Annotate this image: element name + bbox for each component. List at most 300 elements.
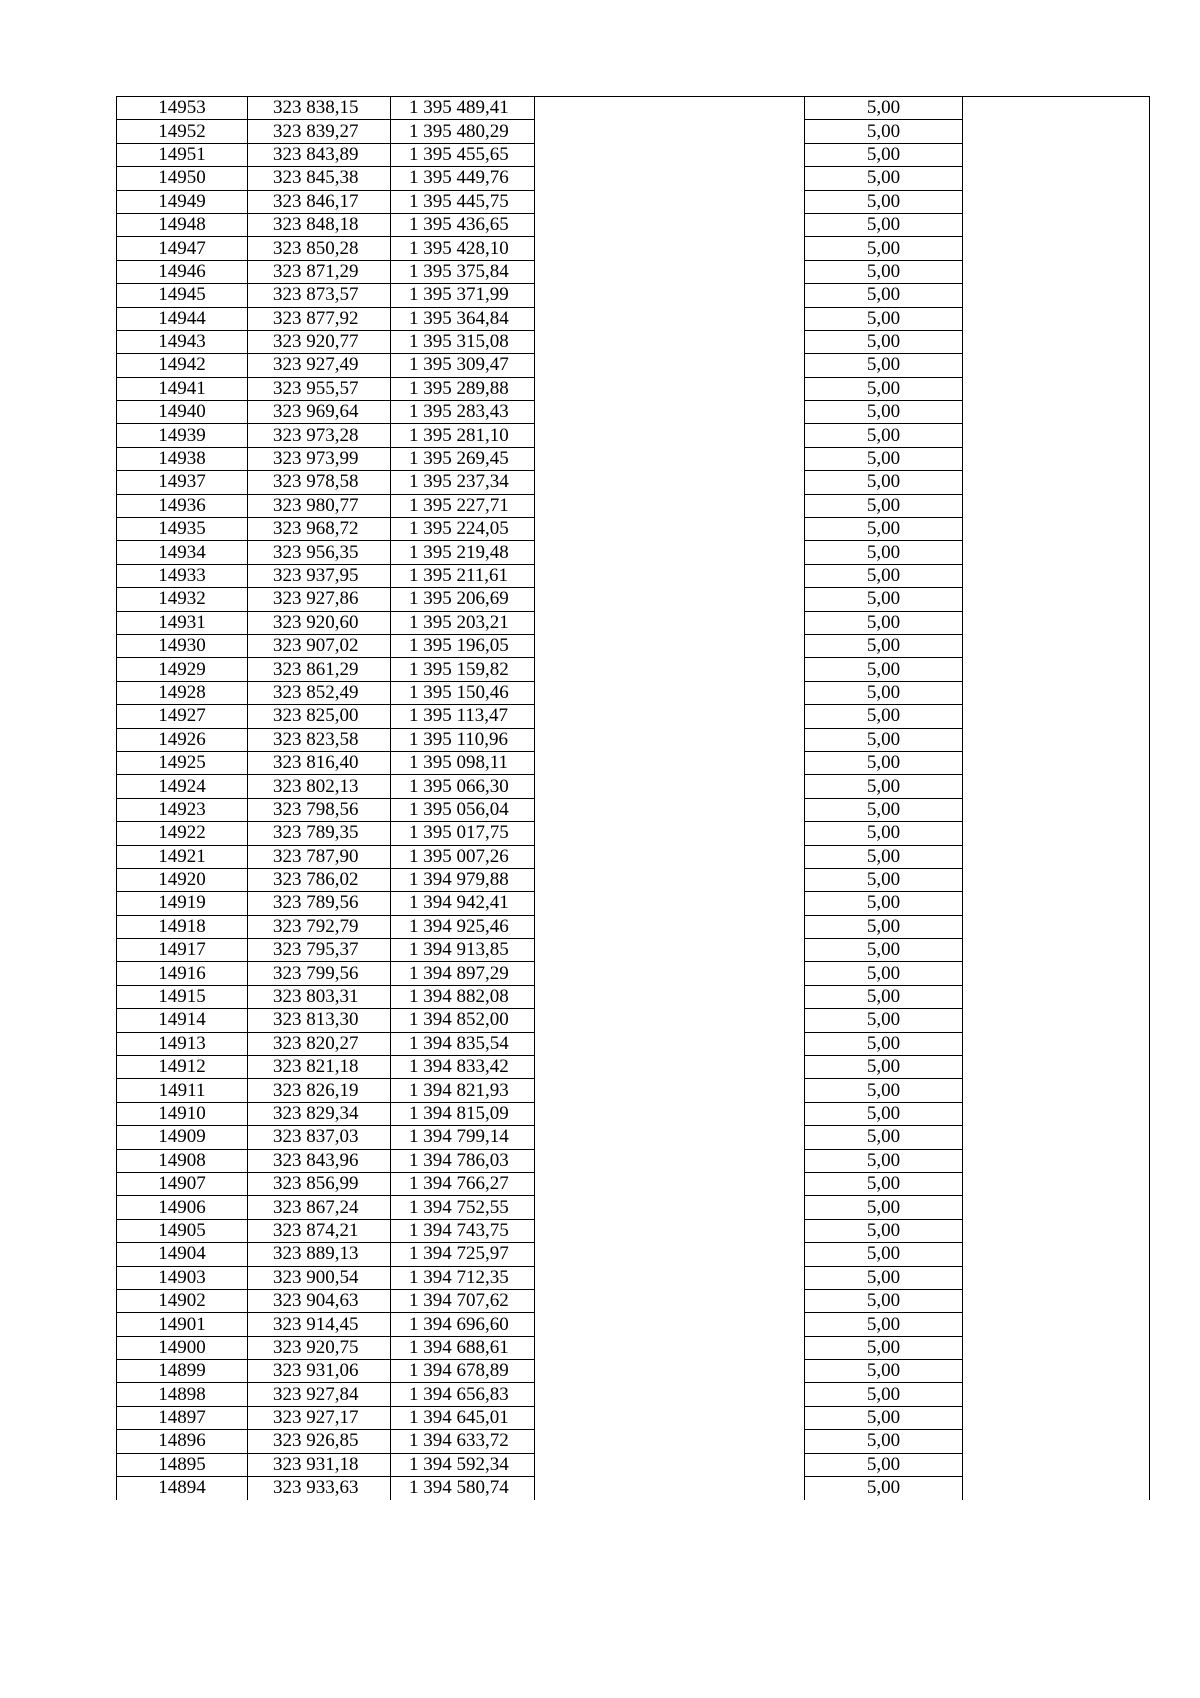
blank-cell [535,1383,805,1406]
blank-cell [963,845,1150,868]
point-number-cell: 14905 [117,1219,248,1242]
blank-cell [963,1383,1150,1406]
y-coordinate-cell: 1 395 066,30 [391,775,535,798]
blank-cell [963,822,1150,845]
y-coordinate-cell: 1 394 882,08 [391,985,535,1008]
table-row [117,962,1150,985]
blank-cell [535,1243,805,1266]
table-row [117,1243,1150,1266]
point-number-cell: 14940 [117,401,248,424]
table-row [117,541,1150,564]
y-coordinate-cell: 1 394 786,03 [391,1149,535,1172]
table-row [117,1149,1150,1172]
blank-cell [963,494,1150,517]
value-cell: 5,00 [805,915,963,938]
blank-cell [535,1102,805,1125]
x-coordinate-cell: 323 920,77 [248,330,391,353]
x-coordinate-cell: 323 937,95 [248,564,391,587]
value-cell: 5,00 [805,447,963,470]
table-row [117,1079,1150,1102]
point-number-cell: 14898 [117,1383,248,1406]
blank-cell [963,307,1150,330]
value-cell: 5,00 [805,775,963,798]
table-row [117,143,1150,166]
point-number-cell: 14899 [117,1360,248,1383]
table-row [117,167,1150,190]
blank-cell [963,634,1150,657]
value-cell: 5,00 [805,143,963,166]
blank-cell [535,401,805,424]
blank-cell [963,330,1150,353]
value-cell: 5,00 [805,401,963,424]
value-cell: 5,00 [805,120,963,143]
table-row [117,1336,1150,1359]
table-row [117,190,1150,213]
blank-cell [963,1243,1150,1266]
blank-cell [535,634,805,657]
x-coordinate-cell: 323 852,49 [248,681,391,704]
point-number-cell: 14918 [117,915,248,938]
table-row [117,892,1150,915]
blank-cell [963,518,1150,541]
x-coordinate-cell: 323 955,57 [248,377,391,400]
y-coordinate-cell: 1 394 743,75 [391,1219,535,1242]
x-coordinate-cell: 323 889,13 [248,1243,391,1266]
point-number-cell: 14897 [117,1406,248,1429]
x-coordinate-cell: 323 931,18 [248,1453,391,1476]
blank-cell [535,424,805,447]
blank-cell [963,1056,1150,1079]
x-coordinate-cell: 323 802,13 [248,775,391,798]
y-coordinate-cell: 1 395 445,75 [391,190,535,213]
y-coordinate-cell: 1 394 925,46 [391,915,535,938]
x-coordinate-cell: 323 838,15 [248,97,391,120]
x-coordinate-cell: 323 968,72 [248,518,391,541]
blank-cell [535,939,805,962]
value-cell: 5,00 [805,705,963,728]
table-row [117,1056,1150,1079]
point-number-cell: 14952 [117,120,248,143]
x-coordinate-cell: 323 874,21 [248,1219,391,1242]
value-cell: 5,00 [805,1406,963,1429]
point-number-cell: 14925 [117,751,248,774]
value-cell: 5,00 [805,939,963,962]
blank-cell [535,728,805,751]
y-coordinate-cell: 1 394 645,01 [391,1406,535,1429]
point-number-cell: 14951 [117,143,248,166]
table-row [117,1383,1150,1406]
y-coordinate-cell: 1 394 580,74 [391,1477,535,1500]
blank-cell [535,1430,805,1453]
point-number-cell: 14907 [117,1172,248,1195]
y-coordinate-cell: 1 395 269,45 [391,447,535,470]
blank-cell [963,541,1150,564]
table-row [117,1360,1150,1383]
y-coordinate-cell: 1 395 283,43 [391,401,535,424]
blank-cell [535,1336,805,1359]
x-coordinate-cell: 323 861,29 [248,658,391,681]
value-cell: 5,00 [805,1336,963,1359]
value-cell: 5,00 [805,167,963,190]
x-coordinate-cell: 323 973,28 [248,424,391,447]
x-coordinate-cell: 323 843,96 [248,1149,391,1172]
point-number-cell: 14937 [117,471,248,494]
value-cell: 5,00 [805,237,963,260]
blank-cell [963,471,1150,494]
value-cell: 5,00 [805,213,963,236]
blank-cell [963,1477,1150,1500]
point-number-cell: 14934 [117,541,248,564]
coordinates-table-body [117,97,1150,1500]
table-row [117,97,1150,120]
blank-cell [535,775,805,798]
value-cell: 5,00 [805,330,963,353]
value-cell: 5,00 [805,424,963,447]
table-row [117,1289,1150,1312]
x-coordinate-cell: 323 826,19 [248,1079,391,1102]
blank-cell [535,1289,805,1312]
point-number-cell: 14950 [117,167,248,190]
blank-cell [535,658,805,681]
y-coordinate-cell: 1 394 766,27 [391,1172,535,1195]
table-row [117,728,1150,751]
y-coordinate-cell: 1 395 375,84 [391,260,535,283]
x-coordinate-cell: 323 845,38 [248,167,391,190]
table-row [117,354,1150,377]
x-coordinate-cell: 323 867,24 [248,1196,391,1219]
y-coordinate-cell: 1 395 371,99 [391,284,535,307]
value-cell: 5,00 [805,962,963,985]
blank-cell [535,1477,805,1500]
x-coordinate-cell: 323 969,64 [248,401,391,424]
point-number-cell: 14919 [117,892,248,915]
x-coordinate-cell: 323 980,77 [248,494,391,517]
value-cell: 5,00 [805,494,963,517]
blank-cell [535,354,805,377]
x-coordinate-cell: 323 846,17 [248,190,391,213]
blank-cell [535,1032,805,1055]
y-coordinate-cell: 1 394 678,89 [391,1360,535,1383]
table-row [117,915,1150,938]
y-coordinate-cell: 1 394 913,85 [391,939,535,962]
point-number-cell: 14939 [117,424,248,447]
blank-cell [963,424,1150,447]
table-row [117,868,1150,891]
x-coordinate-cell: 323 789,56 [248,892,391,915]
blank-cell [535,143,805,166]
blank-cell [963,588,1150,611]
y-coordinate-cell: 1 394 815,09 [391,1102,535,1125]
y-coordinate-cell: 1 394 799,14 [391,1126,535,1149]
blank-cell [535,1219,805,1242]
point-number-cell: 14942 [117,354,248,377]
x-coordinate-cell: 323 907,02 [248,634,391,657]
x-coordinate-cell: 323 848,18 [248,213,391,236]
blank-cell [535,1313,805,1336]
blank-cell [535,962,805,985]
blank-cell [535,1360,805,1383]
value-cell: 5,00 [805,1056,963,1079]
blank-cell [535,868,805,891]
point-number-cell: 14895 [117,1453,248,1476]
value-cell: 5,00 [805,1383,963,1406]
blank-cell [535,985,805,1008]
blank-cell [963,1172,1150,1195]
x-coordinate-cell: 323 926,85 [248,1430,391,1453]
x-coordinate-cell: 323 843,89 [248,143,391,166]
point-number-cell: 14900 [117,1336,248,1359]
blank-cell [535,822,805,845]
y-coordinate-cell: 1 394 979,88 [391,868,535,891]
blank-cell [535,705,805,728]
point-number-cell: 14922 [117,822,248,845]
blank-cell [963,939,1150,962]
blank-cell [535,1406,805,1429]
y-coordinate-cell: 1 395 436,65 [391,213,535,236]
x-coordinate-cell: 323 927,49 [248,354,391,377]
value-cell: 5,00 [805,471,963,494]
x-coordinate-cell: 323 856,99 [248,1172,391,1195]
table-row [117,1102,1150,1125]
value-cell: 5,00 [805,1032,963,1055]
value-cell: 5,00 [805,1266,963,1289]
x-coordinate-cell: 323 920,60 [248,611,391,634]
y-coordinate-cell: 1 395 227,71 [391,494,535,517]
y-coordinate-cell: 1 394 821,93 [391,1079,535,1102]
y-coordinate-cell: 1 395 315,08 [391,330,535,353]
y-coordinate-cell: 1 395 150,46 [391,681,535,704]
x-coordinate-cell: 323 798,56 [248,798,391,821]
value-cell: 5,00 [805,1102,963,1125]
value-cell: 5,00 [805,1172,963,1195]
blank-cell [535,447,805,470]
blank-cell [535,494,805,517]
point-number-cell: 14911 [117,1079,248,1102]
blank-cell [535,213,805,236]
table-row [117,424,1150,447]
value-cell: 5,00 [805,541,963,564]
blank-cell [963,1102,1150,1125]
value-cell: 5,00 [805,868,963,891]
blank-cell [535,237,805,260]
point-number-cell: 14948 [117,213,248,236]
blank-cell [535,120,805,143]
blank-cell [535,541,805,564]
y-coordinate-cell: 1 394 633,72 [391,1430,535,1453]
y-coordinate-cell: 1 394 592,34 [391,1453,535,1476]
x-coordinate-cell: 323 823,58 [248,728,391,751]
blank-cell [963,213,1150,236]
blank-cell [535,471,805,494]
x-coordinate-cell: 323 816,40 [248,751,391,774]
y-coordinate-cell: 1 395 480,29 [391,120,535,143]
blank-cell [535,1266,805,1289]
value-cell: 5,00 [805,1477,963,1500]
blank-cell [963,401,1150,424]
blank-cell [535,1126,805,1149]
blank-cell [535,1172,805,1195]
blank-cell [963,1336,1150,1359]
y-coordinate-cell: 1 395 428,10 [391,237,535,260]
y-coordinate-cell: 1 395 007,26 [391,845,535,868]
y-coordinate-cell: 1 395 211,61 [391,564,535,587]
x-coordinate-cell: 323 787,90 [248,845,391,868]
x-coordinate-cell: 323 803,31 [248,985,391,1008]
x-coordinate-cell: 323 795,37 [248,939,391,962]
value-cell: 5,00 [805,1289,963,1312]
point-number-cell: 14909 [117,1126,248,1149]
table-row [117,775,1150,798]
point-number-cell: 14917 [117,939,248,962]
point-number-cell: 14904 [117,1243,248,1266]
x-coordinate-cell: 323 820,27 [248,1032,391,1055]
x-coordinate-cell: 323 927,84 [248,1383,391,1406]
x-coordinate-cell: 323 931,06 [248,1360,391,1383]
x-coordinate-cell: 323 904,63 [248,1289,391,1312]
y-coordinate-cell: 1 395 449,76 [391,167,535,190]
blank-cell [535,190,805,213]
blank-cell [535,330,805,353]
point-number-cell: 14949 [117,190,248,213]
blank-cell [963,1313,1150,1336]
y-coordinate-cell: 1 395 056,04 [391,798,535,821]
blank-cell [963,1266,1150,1289]
blank-cell [963,798,1150,821]
blank-cell [535,284,805,307]
y-coordinate-cell: 1 394 897,29 [391,962,535,985]
point-number-cell: 14924 [117,775,248,798]
point-number-cell: 14930 [117,634,248,657]
blank-cell [963,868,1150,891]
x-coordinate-cell: 323 839,27 [248,120,391,143]
y-coordinate-cell: 1 395 281,10 [391,424,535,447]
point-number-cell: 14915 [117,985,248,1008]
value-cell: 5,00 [805,190,963,213]
blank-cell [963,705,1150,728]
table-row [117,1009,1150,1032]
coordinates-table [116,96,1150,1500]
blank-cell [963,1430,1150,1453]
point-number-cell: 14903 [117,1266,248,1289]
point-number-cell: 14945 [117,284,248,307]
blank-cell [963,97,1150,120]
blank-cell [963,260,1150,283]
blank-cell [963,1289,1150,1312]
point-number-cell: 14953 [117,97,248,120]
blank-cell [963,1219,1150,1242]
value-cell: 5,00 [805,892,963,915]
point-number-cell: 14932 [117,588,248,611]
y-coordinate-cell: 1 395 110,96 [391,728,535,751]
table-row [117,611,1150,634]
blank-cell [963,564,1150,587]
value-cell: 5,00 [805,822,963,845]
x-coordinate-cell: 323 933,63 [248,1477,391,1500]
value-cell: 5,00 [805,985,963,1008]
y-coordinate-cell: 1 395 206,69 [391,588,535,611]
table-row [117,237,1150,260]
blank-cell [963,120,1150,143]
blank-cell [963,284,1150,307]
blank-cell [963,985,1150,1008]
y-coordinate-cell: 1 395 455,65 [391,143,535,166]
point-number-cell: 14931 [117,611,248,634]
blank-cell [535,588,805,611]
blank-cell [535,1056,805,1079]
y-coordinate-cell: 1 395 113,47 [391,705,535,728]
blank-cell [535,1453,805,1476]
y-coordinate-cell: 1 395 219,48 [391,541,535,564]
point-number-cell: 14943 [117,330,248,353]
blank-cell [963,167,1150,190]
x-coordinate-cell: 323 813,30 [248,1009,391,1032]
value-cell: 5,00 [805,1126,963,1149]
value-cell: 5,00 [805,564,963,587]
y-coordinate-cell: 1 394 707,62 [391,1289,535,1312]
value-cell: 5,00 [805,284,963,307]
value-cell: 5,00 [805,1196,963,1219]
value-cell: 5,00 [805,354,963,377]
value-cell: 5,00 [805,1219,963,1242]
y-coordinate-cell: 1 395 017,75 [391,822,535,845]
table-row [117,564,1150,587]
x-coordinate-cell: 323 789,35 [248,822,391,845]
value-cell: 5,00 [805,1453,963,1476]
value-cell: 5,00 [805,1079,963,1102]
blank-cell [963,377,1150,400]
y-coordinate-cell: 1 394 835,54 [391,1032,535,1055]
blank-cell [963,915,1150,938]
point-number-cell: 14920 [117,868,248,891]
blank-cell [535,611,805,634]
blank-cell [535,1009,805,1032]
blank-cell [963,611,1150,634]
y-coordinate-cell: 1 394 752,55 [391,1196,535,1219]
y-coordinate-cell: 1 394 656,83 [391,1383,535,1406]
x-coordinate-cell: 323 792,79 [248,915,391,938]
point-number-cell: 14947 [117,237,248,260]
point-number-cell: 14908 [117,1149,248,1172]
blank-cell [963,354,1150,377]
table-row [117,1406,1150,1429]
blank-cell [535,751,805,774]
point-number-cell: 14912 [117,1056,248,1079]
value-cell: 5,00 [805,751,963,774]
x-coordinate-cell: 323 914,45 [248,1313,391,1336]
x-coordinate-cell: 323 877,92 [248,307,391,330]
value-cell: 5,00 [805,588,963,611]
blank-cell [963,1079,1150,1102]
y-coordinate-cell: 1 395 159,82 [391,658,535,681]
table-row [117,985,1150,1008]
blank-cell [963,1126,1150,1149]
table-row [117,284,1150,307]
value-cell: 5,00 [805,634,963,657]
point-number-cell: 14902 [117,1289,248,1312]
point-number-cell: 14913 [117,1032,248,1055]
point-number-cell: 14906 [117,1196,248,1219]
value-cell: 5,00 [805,681,963,704]
blank-cell [963,143,1150,166]
x-coordinate-cell: 323 873,57 [248,284,391,307]
table-row [117,681,1150,704]
table-row [117,120,1150,143]
table-row [117,1453,1150,1476]
x-coordinate-cell: 323 799,56 [248,962,391,985]
y-coordinate-cell: 1 395 098,11 [391,751,535,774]
blank-cell [535,1196,805,1219]
table-row [117,1196,1150,1219]
